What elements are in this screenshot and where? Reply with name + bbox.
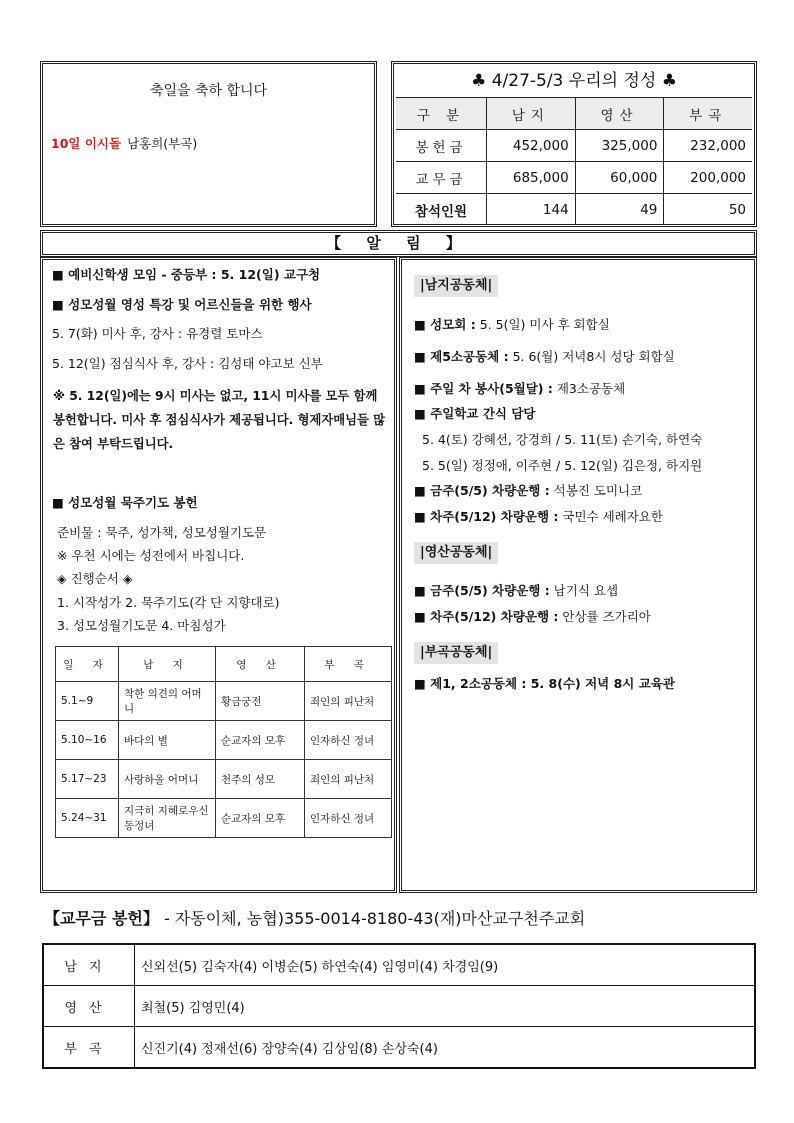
- notice-header: 【 알 림 】: [40, 230, 757, 257]
- yeongsan-community-title: |영산공동체|: [414, 542, 498, 564]
- notice-mass-note: ※ 5. 12(일)에는 9시 미사는 없고, 11시 미사를 모두 함께 봉헌합니다. 미사 후 점심식사가 제공됩니다. 형제자매님들 많은 참여 부탁드립니다.: [53, 389, 385, 451]
- rosary-table-header: 일 자: [56, 647, 119, 682]
- yeongsan-item: ■ 차주(5/12) 차량운행 : 안상률 즈가리아: [414, 609, 651, 624]
- feast-day-title: 축일을 축하 합니다: [149, 83, 268, 99]
- namji-item: ■ 성모회 : 5. 5(일) 미사 후 회합실: [414, 317, 610, 332]
- tithe-parish-label: 부곡: [43, 1027, 135, 1069]
- tithe-title: [44, 906, 585, 929]
- rosary-table-header: 영 산: [216, 647, 305, 682]
- table-row: [43, 1027, 755, 1069]
- table-cell: 사랑하올 어머니: [119, 760, 216, 799]
- table-cell: 죄인의 피난처: [305, 682, 392, 721]
- tithe-account-info: - 자동이체, 농협)355-0014-8180-43(재)마산교구천주교회: [158, 909, 586, 928]
- offering-cell: 200,000: [664, 162, 752, 194]
- offering-cell: 452,000: [487, 130, 576, 162]
- offering-header-row: [396, 98, 752, 130]
- rosary-prep: 준비물 : 묵주, 성가책, 성모성월기도문: [57, 525, 267, 540]
- offering-cell: 325,000: [575, 130, 664, 162]
- table-cell: 5.17~23: [56, 760, 119, 799]
- offering-header: 구 분: [396, 98, 487, 130]
- namji-community-title: |남지공동체|: [414, 275, 498, 297]
- offering-header: 부곡: [664, 98, 752, 130]
- offering-title: ♣ 4/27-5/3 우리의 정성 ♣: [396, 66, 752, 98]
- tithe-parish-label: 남지: [43, 944, 135, 986]
- bugok-item: ■ 제1, 2소공동체 : 5. 8(수) 저녁 8시 교육관: [414, 676, 675, 691]
- offering-cell: 685,000: [487, 162, 576, 194]
- namji-item: ■ 주일학교 간식 담당: [414, 406, 536, 421]
- table-cell: 5.10~16: [56, 721, 119, 760]
- table-cell: 순교자의 모후: [216, 721, 305, 760]
- table-cell: 5.1~9: [56, 682, 119, 721]
- table-cell: 바다의 별: [119, 721, 216, 760]
- tithe-names: 신진기(4) 정재선(6) 장양숙(4) 김상임(8) 손상숙(4): [135, 1027, 756, 1069]
- tithe-names: 최철(5) 김영민(4): [135, 986, 756, 1027]
- table-cell: 천주의 성모: [216, 760, 305, 799]
- feast-day-person: 남홍희(부곡): [127, 136, 198, 151]
- tithe-names: 신외선(5) 김숙자(4) 이병순(5) 하연숙(4) 임영미(4) 차경임(9): [135, 944, 756, 986]
- notice-left-column: [40, 257, 397, 893]
- offering-cell: 49: [575, 194, 664, 226]
- rosary-order-1: 1. 시작성가 2. 묵주기도(각 단 지향대로): [57, 595, 280, 610]
- offering-row-label: 교무금: [396, 162, 487, 194]
- feast-day-date: 10일 이시돌: [51, 136, 122, 151]
- table-cell: 순교자의 모후: [216, 799, 305, 838]
- tithe-title-bold: 【교무금 봉헌】: [44, 909, 159, 928]
- tithe-table: [42, 943, 756, 1069]
- offering-cell: 50: [664, 194, 752, 226]
- offering-header: 남지: [487, 98, 576, 130]
- namji-item: ■ 제5소공동체 : 5. 6(월) 저녁8시 성당 회합실: [414, 349, 675, 364]
- table-cell: 5.24~31: [56, 799, 119, 838]
- snack-schedule-1: 5. 4(토) 강혜선, 강경희 / 5. 11(토) 손기숙, 하연숙: [422, 432, 703, 447]
- offering-header: 영산: [575, 98, 664, 130]
- table-row: [43, 986, 755, 1027]
- rosary-rain-note: ※ 우천 시에는 성전에서 바칩니다.: [57, 548, 245, 563]
- notice-lecture-1: 5. 7(화) 미사 후, 강사 : 유경렬 토마스: [52, 326, 263, 341]
- namji-car-item: ■ 금주(5/5) 차량운행 : 석봉진 도미니코: [414, 483, 643, 498]
- offering-row: [396, 162, 752, 194]
- table-row: [56, 721, 392, 760]
- rosary-table-header-row: [56, 647, 392, 682]
- offering-cell: 232,000: [664, 130, 752, 162]
- rosary-table-header: 부 곡: [305, 647, 392, 682]
- notice-right-column: [399, 257, 757, 893]
- table-cell: 지극히 지혜로우신 동정녀: [119, 799, 216, 838]
- feast-day-box: [40, 61, 377, 227]
- notice-item-seminarian: ■ 예비신학생 모임 - 중등부 : 5. 12(일) 교구청: [52, 267, 321, 282]
- notice-item-may-event: ■ 성모성월 영성 특강 및 어르신들을 위한 행사: [52, 297, 312, 312]
- offering-row-label: 봉헌금: [396, 130, 487, 162]
- table-cell: 인자하신 정녀: [305, 799, 392, 838]
- tithe-parish-label: 영산: [43, 986, 135, 1027]
- offering-row-label: 참석인원: [396, 194, 487, 226]
- table-row: [56, 760, 392, 799]
- table-row: [56, 799, 392, 838]
- namji-car-item: ■ 차주(5/12) 차량운행 : 국민수 세례자요한: [414, 509, 663, 524]
- table-row: [43, 944, 755, 986]
- offering-row: [396, 130, 752, 162]
- bugok-community-title: |부곡공동체|: [414, 642, 498, 664]
- table-row: [56, 682, 392, 721]
- offering-table: [396, 98, 752, 225]
- snack-schedule-2: 5. 5(일) 정정애, 이주현 / 5. 12(일) 김은정, 하지원: [422, 458, 703, 473]
- table-cell: 인자하신 정녀: [305, 721, 392, 760]
- offering-cell: 144: [487, 194, 576, 226]
- table-cell: 황금궁전: [216, 682, 305, 721]
- rosary-table-header: 남 지: [119, 647, 216, 682]
- feast-day-entry: [51, 134, 197, 152]
- yeongsan-item: ■ 금주(5/5) 차량운행 : 남기식 요셉: [414, 583, 619, 598]
- offering-box: [391, 61, 757, 227]
- rosary-order-2: 3. 성모성월기도문 4. 마침성가: [57, 618, 226, 633]
- table-cell: 착한 의견의 어머니: [119, 682, 216, 721]
- notice-lecture-2: 5. 12(일) 점심식사 후, 강사 : 김성태 야고보 신부: [52, 356, 323, 371]
- offering-cell: 60,000: [575, 162, 664, 194]
- table-cell: 죄인의 피난처: [305, 760, 392, 799]
- namji-item: ■ 주일 차 봉사(5월달) : 제3소공동체: [414, 381, 626, 396]
- offering-row: [396, 194, 752, 226]
- rosary-order-title: ◈ 진행순서 ◈: [57, 571, 133, 586]
- rosary-title: ■ 성모성월 묵주기도 봉헌: [52, 495, 198, 510]
- rosary-schedule-table: [55, 646, 392, 838]
